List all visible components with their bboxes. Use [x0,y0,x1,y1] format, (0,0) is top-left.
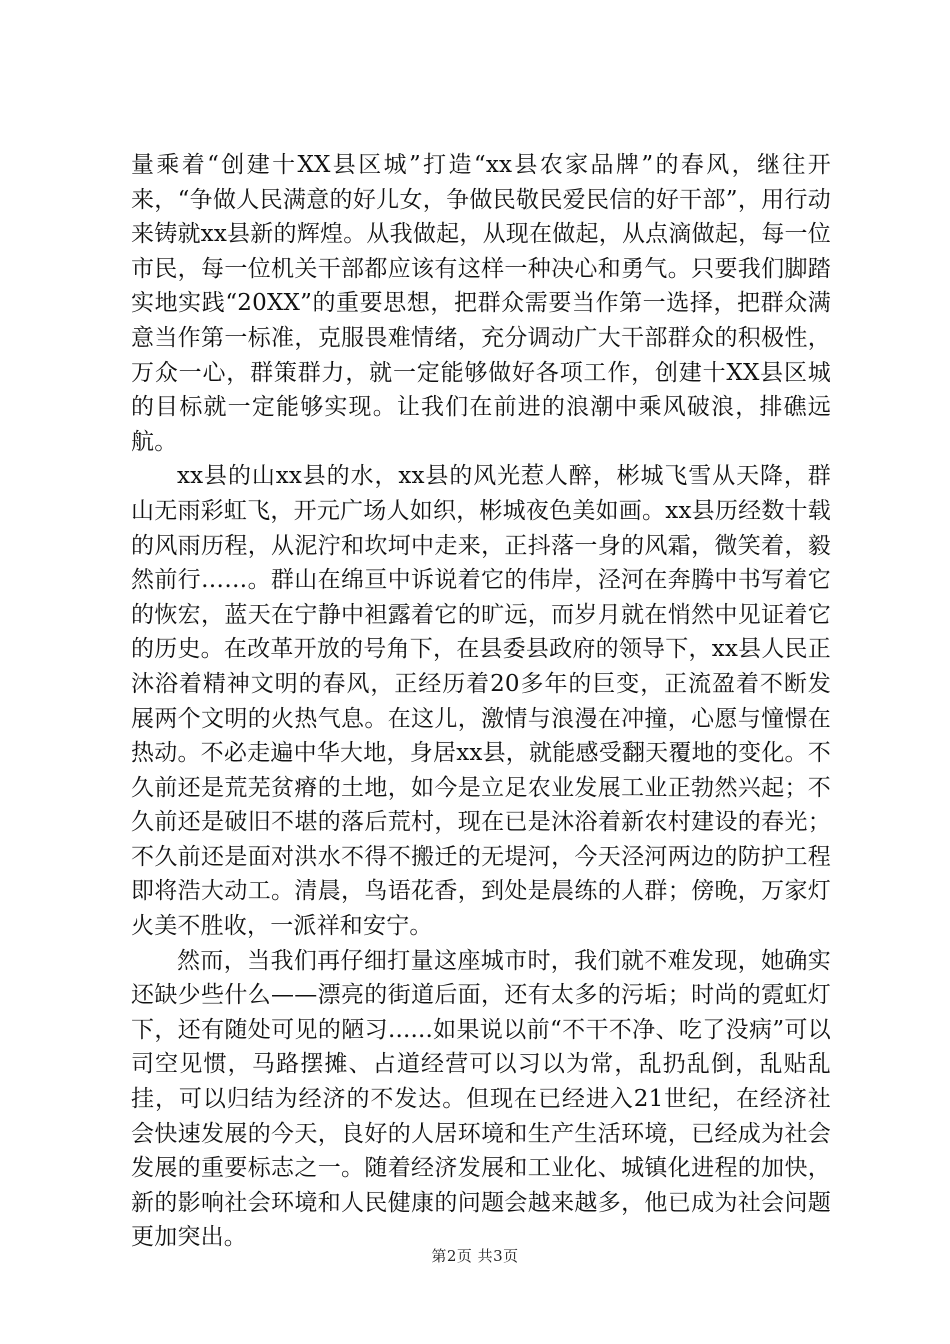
paragraph-3: 然而，当我们再仔细打量这座城市时，我们就不难发现，她确实还缺少些什么——漂亮的街道后面，还有太多的污垢；时尚的霓虹灯下，还有随处可见的陋习......如果说以前“不干不净、吃了没病”可以司空见惯，马路摆摊、占道经营可以习以为常，乱扔乱倒，乱贴乱挂，可以归结为经济的不发达。但现在已经进入21世纪，在经济社会快速发展的今天，良好的人居环境和生产生活环境，已经成为社会发展的重要标志之一。随着经济发展和工业化、城镇化进程的加快，新的影响社会环境和人民健康的问题会越来越多，他已成为社会问题更加突出。 [131,947,831,1251]
paragraph-1: 量乘着“创建十XX县区城”打造“xx县农家品牌”的春风，继往开来，“争做人民满意的好儿女，争做民敬民爱民信的好干部”，用行动来铸就xx县新的辉煌。从我做起，从现在做起，从点滴做起，每一位市民，每一位机关干部都应该有这样一种决心和勇气。只要我们脚踏实地实践“20XX”的重要思想，把群众需要当作第一选择，把群众满意当作第一标准，克服畏难情绪，充分调动广大干部群众的积极性，万众一心，群策群力，就一定能够做好各项工作，创建十XX县区城的目标就一定能够实现。让我们在前进的浪潮中乘风破浪，排礁远航。 [131,152,831,455]
document-body [131,148,831,1255]
page-number-footer: 第2页 共3页 [431,1247,519,1265]
paragraph-2: xx县的山xx县的水，xx县的风光惹人醉，彬城飞雪从天降，群山无雨彩虹飞，开元广场人如织，彬城夜色美如画。xx县历经数十载的风雨历程，从泥泞和坎坷中走来，正抖落一身的风霜，微笑着，毅然前行……。群山在绵亘中诉说着它的伟岸，泾河在奔腾中书写着它的恢宏，蓝天在宁静中袒露着它的旷远，而岁月就在悄然中见证着它的历史。在改革开放的号角下，在县委县政府的领导下，xx县人民正沐浴着精神文明的春风，正经历着20多年的巨变，正流盈着不断发展两个文明的火热气息。在这儿，激情与浪漫在冲撞，心愿与憧憬在热动。不必走遍中华大地，身居xx县，就能感受翻天覆地的变化。不久前还是荒芜贫瘠的土地，如今是立足农业发展工业正勃然兴起；不久前还是破旧不堪的落后荒村，现在已是沐浴着新农村建设的春光；不久前还是面对洪水不得不搬迁的无堤河，今天泾河两边的防护工程即将浩大动工。清晨，鸟语花香，到处是晨练的人群；傍晚，万家灯火美不胜收，一派祥和安宁。 [131,463,831,940]
